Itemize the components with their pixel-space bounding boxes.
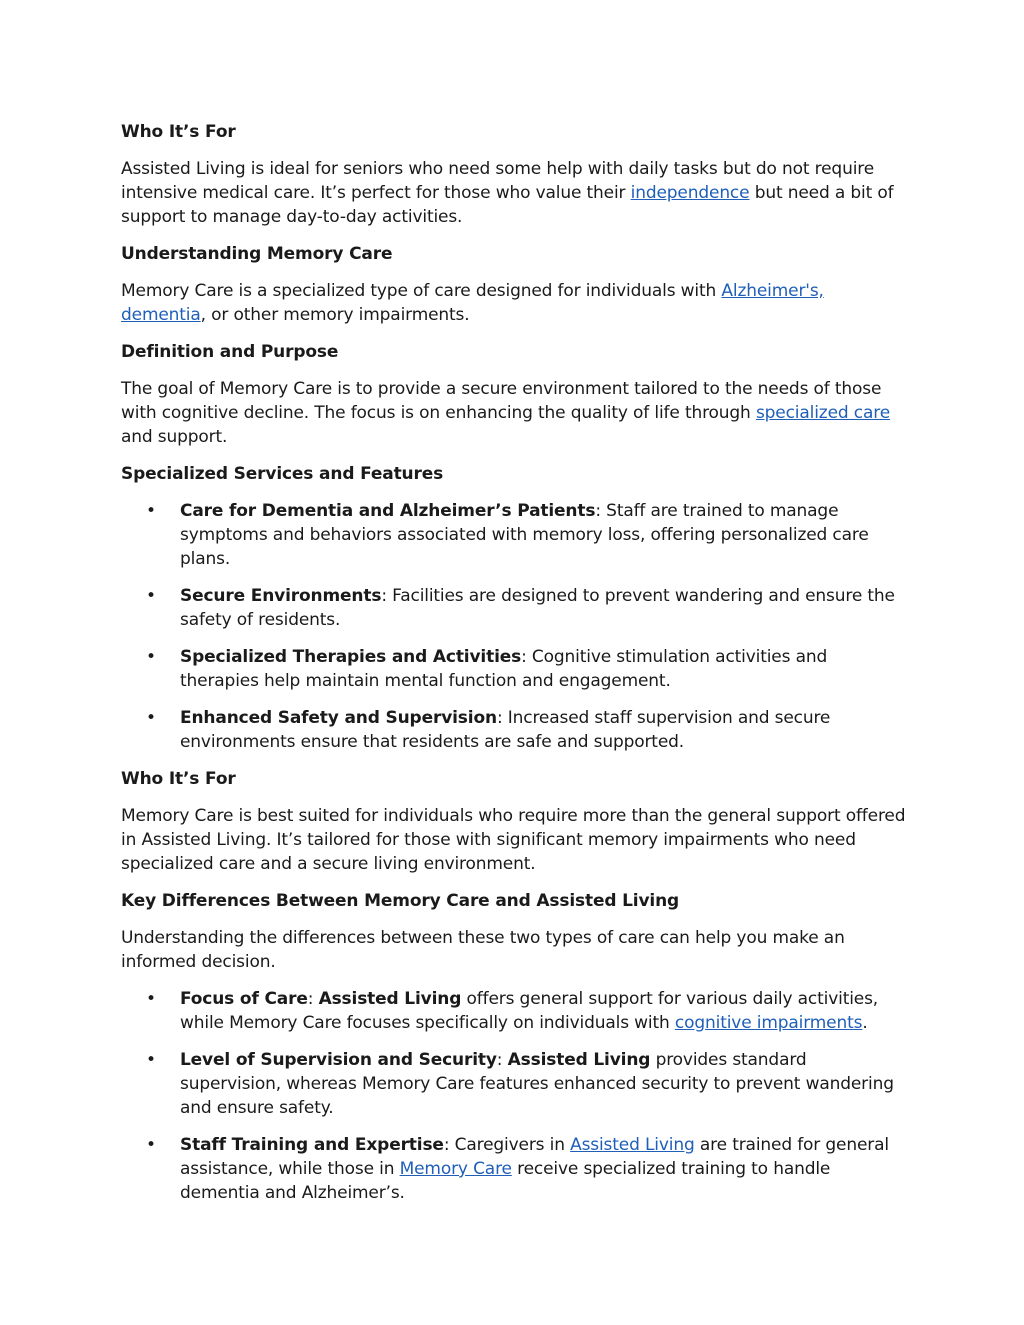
list-item: [146, 499, 911, 571]
list-item-title: Specialized Therapies and Activities: [180, 647, 522, 667]
list-item-title: Focus of Care: [180, 989, 308, 1009]
section-heading-definition-purpose: Definition and Purpose: [121, 342, 339, 362]
bullet-icon: •: [146, 989, 156, 1009]
list-item: • Staff Training and Expertise: Caregivers in Assisted Living are trained for general assistance, while those in Memory Care receive specialized training to handle dementia and Alzheimer’s.: [146, 1135, 889, 1203]
bullet-icon: •: [146, 501, 156, 521]
section-heading-who-its-for-memory: Who It’s For: [121, 769, 236, 789]
bullet-icon: •: [146, 1135, 156, 1155]
list-item-text: : Facilities are designed to prevent wandering and ensure the safety of residents.: [180, 586, 895, 630]
section-heading-key-differences: Key Differences Between Memory Care and Assisted Living: [121, 891, 680, 911]
paragraph-memory-care-intro: Memory Care is a specialized type of care designed for individuals with Alzheimer's, dementia, or other memory impairments.: [121, 281, 824, 325]
list-item-title: Enhanced Safety and Supervision: [180, 708, 497, 728]
paragraph-definition-purpose: The goal of Memory Care is to provide a secure environment tailored to the needs of those with cognitive decline. The focus is on enhancing the quality of life through specialized care and support.: [121, 379, 891, 447]
cognitive-impairments-link[interactable]: cognitive impairments: [674, 1013, 863, 1033]
list-item-subtitle: Assisted Living: [318, 989, 462, 1009]
section-heading-who-its-for: Who It’s For: [121, 122, 236, 142]
list-item-subtitle: Assisted Living: [507, 1050, 651, 1070]
bullet-icon: •: [146, 1050, 156, 1070]
alzheimers-dementia-link[interactable]: Alzheimer's, dementia: [121, 281, 824, 325]
differences-list: [121, 987, 911, 1205]
list-item: [146, 584, 911, 632]
list-item: [146, 645, 911, 693]
specialized-care-link[interactable]: specialized care: [755, 403, 891, 423]
list-item-text: : Cognitive stimulation activities and therapies help maintain mental function and engagement.: [180, 647, 828, 691]
list-item: • Focus of Care: Assisted Living offers general support for various daily activities, while Memory Care focuses specifically on individuals with cognitive impairments.: [146, 989, 879, 1033]
list-item-text: : Staff are trained to manage symptoms and behaviors associated with memory loss, offering personalized care plans.: [180, 501, 869, 569]
independence-link[interactable]: independence: [630, 183, 750, 203]
bullet-icon: •: [146, 647, 156, 667]
list-item: • Level of Supervision and Security: Assisted Living provides standard supervision, whereas Memory Care features enhanced security to prevent wandering and ensure safety.: [146, 1050, 894, 1118]
paragraph-key-differences-intro: Understanding the differences between these two types of care can help you make an informed decision.: [121, 928, 845, 972]
section-heading-understanding-memory-care: Understanding Memory Care: [121, 244, 393, 264]
bullet-icon: •: [146, 708, 156, 728]
memory-care-link[interactable]: Memory Care: [399, 1159, 512, 1179]
list-item-text: : Increased staff supervision and secure environments ensure that residents are safe and supported.: [180, 708, 831, 752]
list-item-title: Level of Supervision and Security: [180, 1050, 497, 1070]
paragraph-assisted-living-who: Assisted Living is ideal for seniors who need some help with daily tasks but do not require intensive medical care. It’s perfect for those who value their independence but need a bit of support to manage day-to-day activities.: [121, 159, 894, 227]
section-heading-specialized-services: Specialized Services and Features: [121, 464, 444, 484]
list-item-title: Care for Dementia and Alzheimer’s Patients: [180, 501, 596, 521]
document-page: [121, 120, 911, 1218]
bullet-icon: •: [146, 586, 156, 606]
list-item-title: Staff Training and Expertise: [180, 1135, 444, 1155]
services-list: [121, 499, 911, 754]
list-item: [146, 706, 911, 754]
paragraph-memory-care-who: Memory Care is best suited for individuals who require more than the general support offered in Assisted Living. It’s tailored for those with significant memory impairments who need specialized care and a secure living environment.: [121, 806, 906, 874]
list-item-title: Secure Environments: [180, 586, 382, 606]
assisted-living-link[interactable]: Assisted Living: [570, 1135, 695, 1155]
